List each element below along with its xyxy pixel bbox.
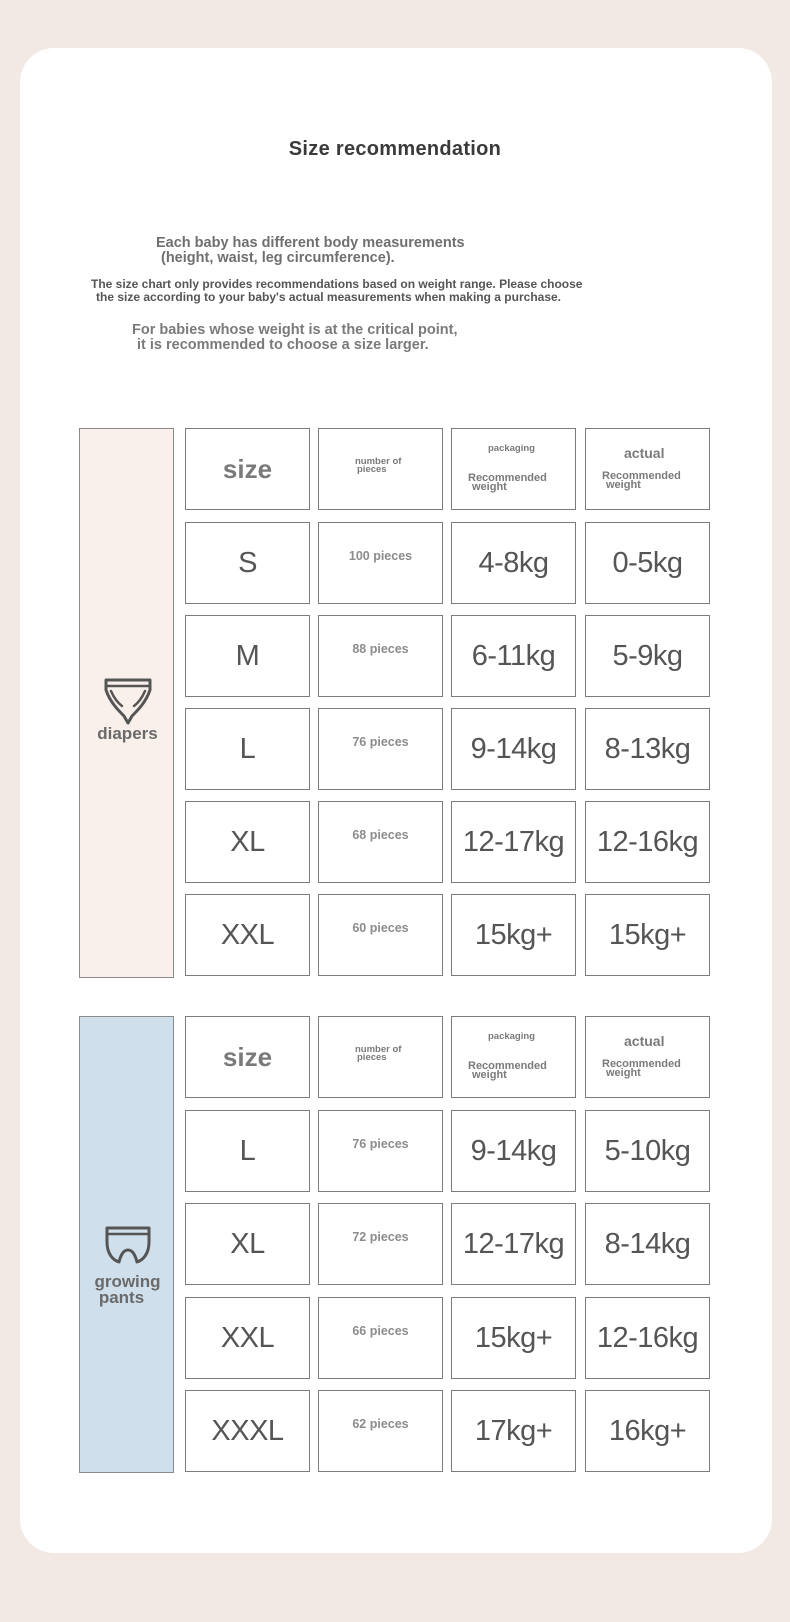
diapers-label: diapers xyxy=(97,724,158,743)
header-number-of: number of xyxy=(355,1044,402,1055)
diaper-icon xyxy=(80,676,175,726)
header-weight: weight xyxy=(606,1067,641,1079)
diapers-row-pieces: 100 pieces xyxy=(318,522,443,604)
note-critical-point: For babies whose weight is at the critical point, it is recommended to choose a size larger. xyxy=(132,322,458,354)
header-recommended: Recommended xyxy=(602,470,681,482)
note-measurements: Each baby has different body measurements (height, waist, leg circumference). xyxy=(156,235,465,267)
pants-row-pieces: 62 pieces xyxy=(318,1390,443,1472)
pants-row-size: XXL xyxy=(185,1297,310,1379)
header-packaging: packaging xyxy=(488,443,535,454)
header-weight: weight xyxy=(472,481,507,493)
header-weight: weight xyxy=(606,479,641,491)
diapers-row-size: XXL xyxy=(185,894,310,976)
note-weight-range: The size chart only provides recommendations based on weight range. Please choose the size according to your baby's actual measurements when making a purchase. xyxy=(91,277,583,304)
diapers-row-size: L xyxy=(185,708,310,790)
pants-row-size: XXXL xyxy=(185,1390,310,1472)
pants-row-packaging-weight: 15kg+ xyxy=(451,1297,576,1379)
diapers-row-packaging-weight: 15kg+ xyxy=(451,894,576,976)
diapers-row-actual-weight: 5-9kg xyxy=(585,615,710,697)
pants-header-pieces xyxy=(318,1016,443,1098)
diapers-header-pieces xyxy=(318,428,443,510)
diapers-row-size: XL xyxy=(185,801,310,883)
diapers-row-pieces: 60 pieces xyxy=(318,894,443,976)
diapers-row-pieces: 88 pieces xyxy=(318,615,443,697)
page-title: Size recommendation xyxy=(288,138,502,160)
diapers-row-actual-weight: 15kg+ xyxy=(585,894,710,976)
header-recommended: Recommended xyxy=(468,472,547,484)
diapers-category-panel xyxy=(79,428,174,978)
header-weight: weight xyxy=(472,1069,507,1081)
header-recommended: Recommended xyxy=(602,1058,681,1070)
pants-row-size: XL xyxy=(185,1203,310,1285)
diapers-row-packaging-weight: 9-14kg xyxy=(451,708,576,790)
pants-category-panel xyxy=(79,1016,174,1473)
diapers-row-size: S xyxy=(185,522,310,604)
pants-icon xyxy=(80,1224,175,1266)
header-actual: actual xyxy=(624,1033,665,1049)
pants-row-actual-weight: 12-16kg xyxy=(585,1297,710,1379)
diapers-row-packaging-weight: 12-17kg xyxy=(451,801,576,883)
pants-row-actual-weight: 16kg+ xyxy=(585,1390,710,1472)
pants-row-size: L xyxy=(185,1110,310,1192)
diapers-row-actual-weight: 12-16kg xyxy=(585,801,710,883)
pants-header-size: size xyxy=(185,1016,310,1098)
pants-row-packaging-weight: 17kg+ xyxy=(451,1390,576,1472)
pants-row-pieces: 72 pieces xyxy=(318,1203,443,1285)
header-actual: actual xyxy=(624,445,665,461)
header-recommended: Recommended xyxy=(468,1060,547,1072)
header-number-of: number of xyxy=(355,456,402,467)
pants-row-pieces: 66 pieces xyxy=(318,1297,443,1379)
diapers-row-packaging-weight: 4-8kg xyxy=(451,522,576,604)
diapers-row-packaging-weight: 6-11kg xyxy=(451,615,576,697)
header-pieces: pieces xyxy=(357,464,387,475)
header-packaging: packaging xyxy=(488,1031,535,1042)
diapers-row-pieces: 68 pieces xyxy=(318,801,443,883)
pants-row-packaging-weight: 9-14kg xyxy=(451,1110,576,1192)
pants-header-actual xyxy=(585,1016,710,1098)
diapers-row-actual-weight: 8-13kg xyxy=(585,708,710,790)
pants-row-pieces: 76 pieces xyxy=(318,1110,443,1192)
pants-row-actual-weight: 5-10kg xyxy=(585,1110,710,1192)
pants-label: growing pants xyxy=(94,1272,161,1307)
diapers-row-size: M xyxy=(185,615,310,697)
header-pieces: pieces xyxy=(357,1052,387,1063)
diapers-row-actual-weight: 0-5kg xyxy=(585,522,710,604)
diapers-row-pieces: 76 pieces xyxy=(318,708,443,790)
pants-row-actual-weight: 8-14kg xyxy=(585,1203,710,1285)
pants-row-packaging-weight: 12-17kg xyxy=(451,1203,576,1285)
diapers-header-size: size xyxy=(185,428,310,510)
diapers-header-packaging xyxy=(451,428,576,510)
pants-header-packaging xyxy=(451,1016,576,1098)
diapers-header-actual xyxy=(585,428,710,510)
